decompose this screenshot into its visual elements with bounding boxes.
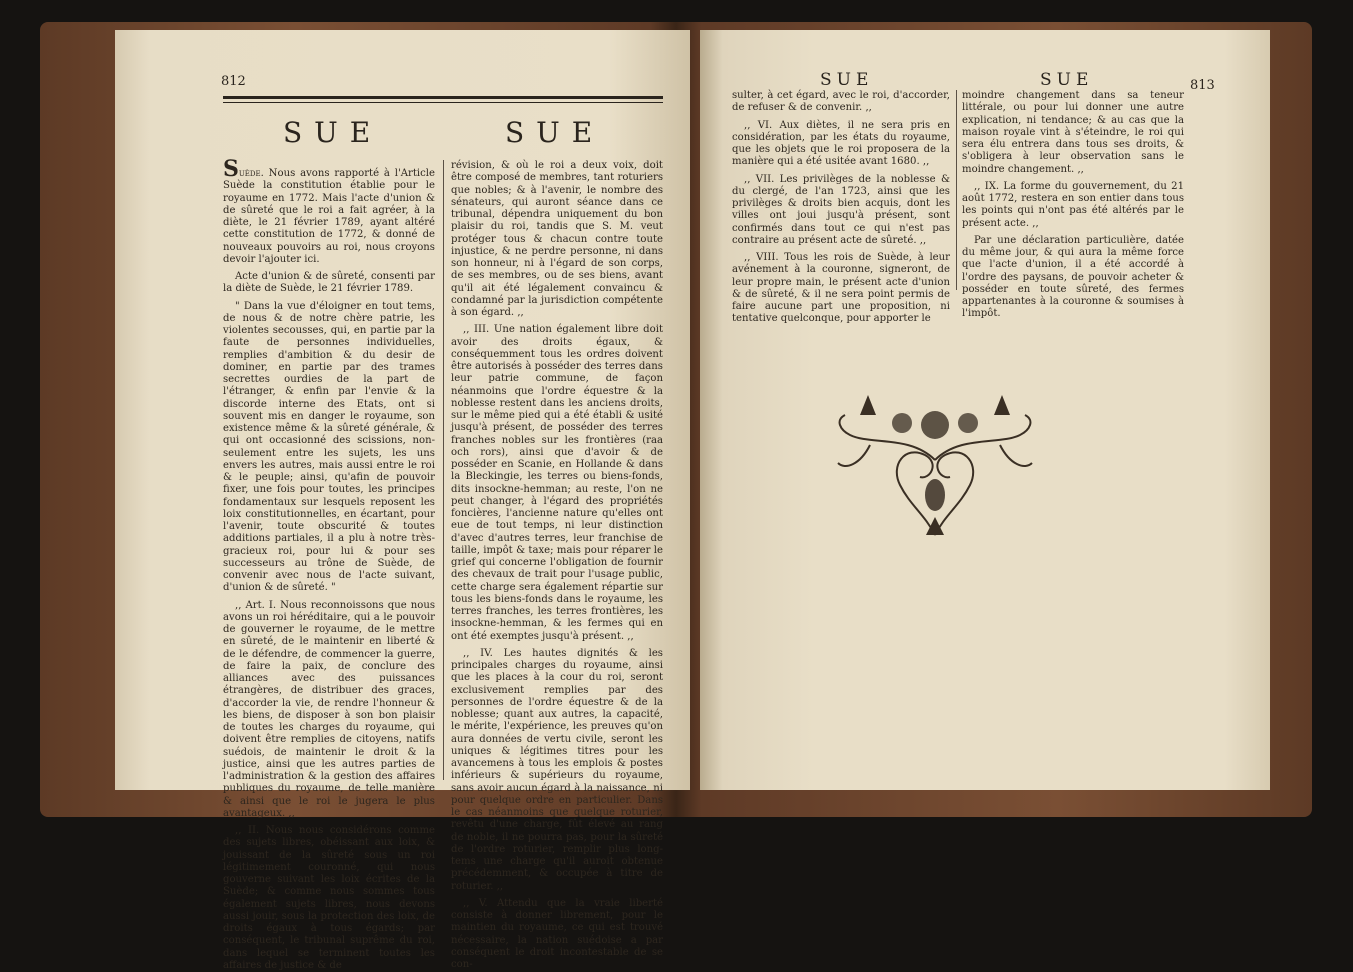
paragraph: ,, V. Attendu que la vraie liberté consiste à donner librement, pour le maintien du royaume, ce qui est trouvé nécessaire, la nation suédoise a par conséquent le droit incontestable de se con- (451, 897, 663, 970)
left-page (115, 30, 690, 971)
paragraph: moindre changement dans sa teneur littérale, ou pour lui donner une autre explication, ni tendance; & au cas que la maison royale vint à s'éteindre, le roi qui sera élu entrera dans tous ses droits, & s'obligera à leur observation sans le moindre changement. ,, (962, 90, 1184, 175)
paragraph (223, 156, 435, 266)
paragraph: révision, & où le roi a deux voix, doit être composé de membres, tant roturiers que nobles; & à l'avenir, le nombre des sénateurs, qui auront séance dans ce tribunal, dépendra uniquement du bon plaisir du roi, tandis que S. M. veut protéger tous & chacun contre toute injustice, & ne perdre personne, ni dans son honneur, ni à l'égard de son corps, de ses membres, ou de ses biens, avant qu'il ait été légalement convaincu & condamné par la jurisdiction compétente à son égard. ,, (451, 160, 663, 318)
lead-word: uède. (238, 168, 264, 179)
drop-cap: S (223, 156, 239, 182)
header-rule-top (223, 96, 663, 99)
paragraph: ,, IX. La forme du gouvernement, du 21 août 1772, restera en son entier dans tous les points qui n'ont pas été altérés par le présent acte. ,, (962, 180, 1184, 229)
paragraph: ,, Art. I. Nous reconnoissons que nous avons un roi héréditaire, qui a le pouvoir de gouverner le royaume, de le mettre en sûreté, de le maintenir en liberté & de le défendre, de commencer la guerre, de faire la paix, de conclure des alliances avec des puissances étrangères, de distribuer des graces, d'accorder la vie, de rendre l'honneur & les biens, de disposer à son bon plaisir de toutes les charges du royaume, qui doivent être remplies de citoyens, natifs suédois, de maintenir le droit & la justice, ainsi que les autres parties de l'administration & la gestion des affaires publiques du royaume, de telle manière & ainsi que le roi le jugera le plus avantageux. ,, (223, 599, 435, 819)
column-heading-right: SUE (505, 116, 605, 149)
paragraph: " Dans la vue d'éloigner en tout tems, de nous & de notre chère patrie, les violentes secousses, qui, en partie par la faute de personnes individuelles, remplies d'ambition & du desir de dominer, en partie par des trames secrettes ourdies de la part de l'étranger, & enfin par l'envie & la discorde interne des Etats, ont si souvent mis en danger le royaume, son existence même & la sûreté générale, & qui ont occasionné des scissions, non-seulement entre les sujets, les uns envers les autres, mais aussi entre le roi & le peuple; ainsi, qu'afin de pouvoir fixer, une fois pour toutes, les principes fondamentaux sur lesquels reposent les loix constitutionnelles, en écartant, pour l'avenir, toute obscurité & toutes additions partiales, il a plu à notre très-gracieux roi, pour lui & pour ses successeurs au trône de Suède, de convenir avec nous de l'acte suivant, d'union & de sûreté. " (223, 300, 435, 594)
paragraph: ,, IV. Les hautes dignités & les principales charges du royaume, ainsi que les places à la cour du roi, seront exclusivement remplies par des personnes de l'ordre équestre & de la noblesse; quant aux autres, la capacité, le mérite, l'expérience, les preuves qu'on aura données de vertu civile, seront les uniques & légitimes titres pour les avancemens à tous les emplois & postes inférieurs & supérieurs du royaume, sans avoir aucun égard à la naissance, ni pour quelque ordre en particulier. Dans le cas néanmoins que quelque roturier, revêtu d'une charge, fût élevé au rang de noble, il ne pourra pas, pour la sûreté de l'ordre roturier, remplir plus long-tems une charge qu'il auroit obtenue précédemment, & occupée à titre de roturier. ,, (451, 647, 663, 892)
paragraph: ,, VI. Aux diètes, il ne sera pris en considération, par les états du royaume, que les objets que le roi proposera de la manière qui a été usitée avant 1680. ,, (732, 119, 950, 168)
floral-ornament-icon (830, 385, 1040, 545)
paragraph-text: Nous avons rapporté à l'Article Suède la constitution établie pour le royaume en 1772. Mais l'acte d'union & de sûreté que le roi a fait agréer, à la diète, le 21 février 1789, ayant altéré cette constitution de 1772, & donné de nouveaux pouvoirs au roi, nous croyons devoir l'ajouter ici. (223, 168, 435, 265)
left-page-column-2 (451, 160, 663, 970)
paragraph: Par une déclaration particulière, datée du même jour, & qui aura la même force que l'acte d'union, il a été accordé à l'ordre des paysans, de pouvoir acheter & posséder en toute sûreté, des fermes appartenantes à la couronne & soumises à l'impôt. (962, 234, 1184, 320)
page-number-right: 813 (1190, 78, 1215, 93)
paragraph: ,, II. Nous nous considérons comme des sujets libres, obéissant aux loix, & jouissant de la sûreté sous un roi légitimement couronné, qui nous gouverne suivant les loix écrites de la Suède; & comme nous sommes tous également sujets libres, nous devons aussi jouir, sous la protection des loix, de droits égaux à tous égards; par conséquent, le tribunal suprême du roi, dans lequel se terminent toutes les affaires de justice & de (223, 825, 435, 971)
paragraph: sulter, à cet égard, avec le roi, d'accorder, de refuser & de convenir. ,, (732, 90, 950, 114)
paragraph: ,, III. Une nation également libre doit avoir des droits égaux, & conséquemment tous les ordres doivent être autorisés à posséder des terres dans leur patrie commune, de façon néanmoins que l'ordre équestre & la noblesse restent dans les anciens droits, sur le même pied qui a été établi & usité jusqu'à présent, de posséder des terres franches nobles sur les frontières (raa och rors), ainsi que d'avoir & de posséder en Scanie, en Hollande & dans la Bleckingie, les terres ou biens-fonds, dits insockne-hemman; au reste, l'on ne peut changer, à l'égard des propriétés foncières, l'ancienne nature qu'elles ont eue de tout temps, ni leur distinction d'avec d'autres terres, leur franchise de taille, impôt & taxe; mais pour réparer le grief qui concerne l'obligation de fournir des chevaux de trait pour l'usage public, cette charge sera également répartie sur tous les biens-fonds dans le royaume, les terres franches, les terres frontières, les insockne-hemman, & les fermes qui en ont été exemptes jusqu'à présent. ,, (451, 324, 663, 642)
header-rule-bottom (223, 102, 663, 103)
paragraph: ,, VII. Les privilèges de la noblesse & du clergé, de l'an 1723, ainsi que les privilèges & droits bien acquis, dont les villes ont joui jusqu'à présent, sont confirmés dans tout ce qui n'est pas contraire au présent acte de sûreté. ,, (732, 173, 950, 246)
right-page-column-2 (962, 90, 1184, 350)
paragraph: Acte d'union & de sûreté, consenti par la diète de Suède, le 21 février 1789. (223, 271, 435, 295)
running-head-right: SUE (1040, 70, 1094, 90)
right-page-column-1 (732, 90, 950, 325)
column-heading-left: SUE (283, 116, 383, 149)
column-divider (956, 90, 957, 290)
page-number-left: 812 (221, 74, 246, 89)
right-page (700, 30, 1270, 790)
running-head-left: SUE (820, 70, 874, 90)
left-page-column-1 (223, 156, 435, 971)
column-divider (443, 160, 444, 780)
paragraph: ,, VIII. Tous les rois de Suède, à leur avénement à la couronne, signeront, de leur propre main, le présent acte d'union & de sûreté, & il ne sera point permis de faire aucune part une proposition, ni tentative quelconque, pour apporter le (732, 252, 950, 325)
